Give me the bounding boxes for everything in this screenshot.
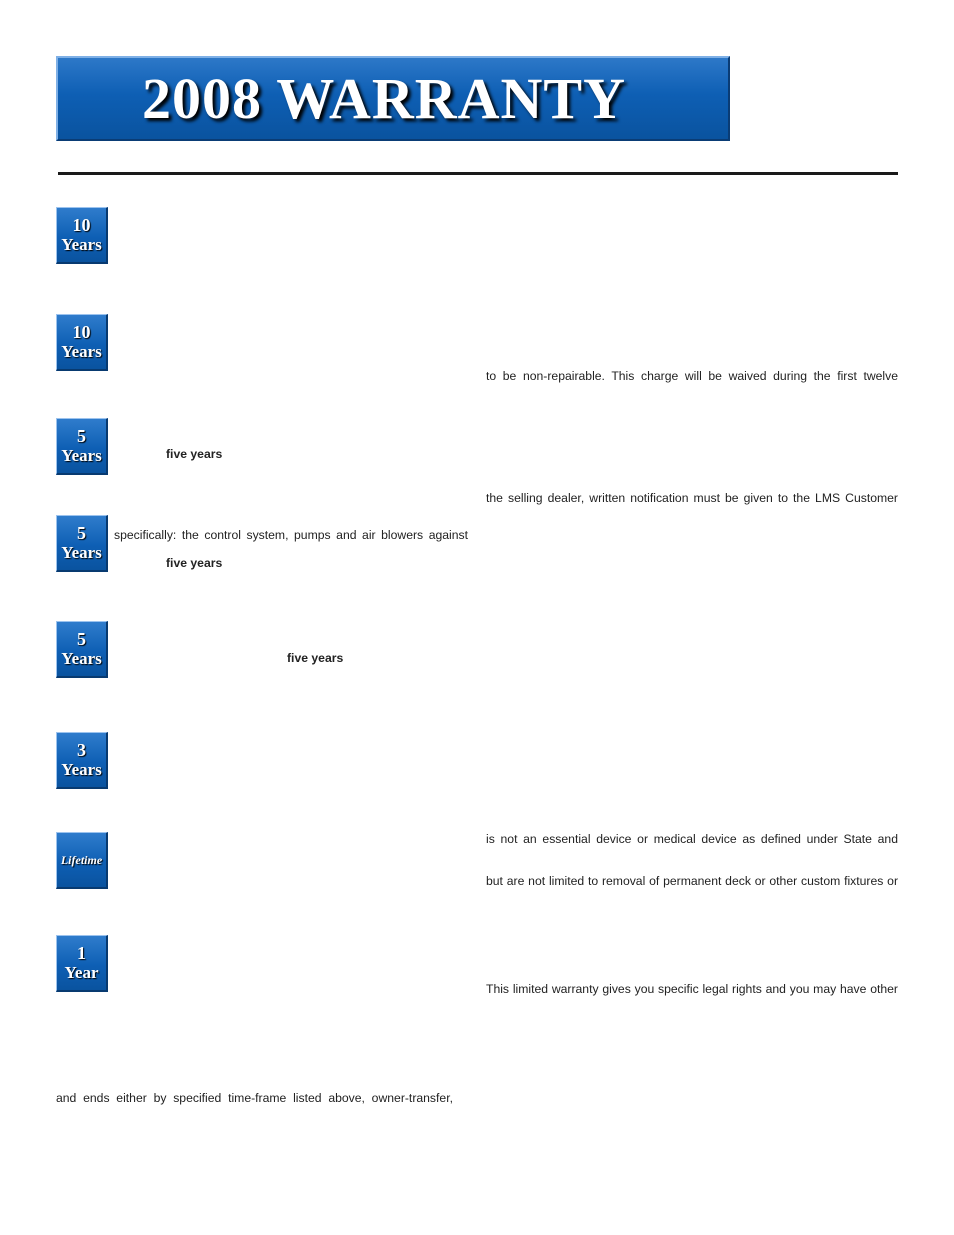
- text-line-removal: but are not limited to removal of permanent deck or other custom fixtures or: [486, 874, 898, 888]
- text-line-nonrepairable: to be non-repairable. This charge will be waived during the first twelve: [486, 369, 898, 383]
- divider-rule: [58, 172, 898, 175]
- badge-unit: Years: [61, 342, 102, 361]
- badge-number: 1: [77, 943, 86, 963]
- badge-number: 5: [77, 629, 86, 649]
- badge-5-years: [56, 418, 108, 475]
- warranty-banner: [56, 56, 730, 141]
- badge-unit: Years: [61, 760, 102, 779]
- badge-5-years: [56, 515, 108, 572]
- badge-10-years: [56, 314, 108, 371]
- badge-number: 3: [77, 740, 86, 760]
- badge-1-year: [56, 935, 108, 992]
- badge-lifetime: [56, 832, 108, 889]
- text-line-selling-dealer: the selling dealer, written notification must be given to the LMS Customer: [486, 491, 898, 505]
- text-five-years: five years: [166, 556, 223, 570]
- badge-number: 10: [72, 322, 91, 342]
- text-five-years: five years: [166, 447, 223, 461]
- text-five-years: five years: [287, 651, 344, 665]
- badge-unit: Year: [64, 963, 99, 982]
- badge-number: 5: [77, 426, 86, 446]
- badge-5-years: [56, 621, 108, 678]
- badge-3-years: [56, 732, 108, 789]
- badge-10-years: [56, 207, 108, 264]
- badge-label: Lifetime: [60, 852, 103, 867]
- badge-number: 5: [77, 523, 86, 543]
- badge-unit: Years: [61, 649, 102, 668]
- text-line-control-system: specifically: the control system, pumps and air blowers against: [114, 528, 468, 542]
- page-title: 2008 WARRANTY: [141, 66, 627, 131]
- text-line-legal-rights: This limited warranty gives you specific legal rights and you may have other: [486, 982, 898, 996]
- badge-unit: Years: [61, 446, 102, 465]
- text-line-ends-either: and ends either by specified time-frame listed above, owner-transfer,: [56, 1091, 453, 1105]
- badge-number: 10: [72, 215, 91, 235]
- text-line-essential-device: is not an essential device or medical device as defined under State and: [486, 832, 898, 846]
- badge-unit: Years: [61, 543, 102, 562]
- badge-unit: Years: [61, 235, 102, 254]
